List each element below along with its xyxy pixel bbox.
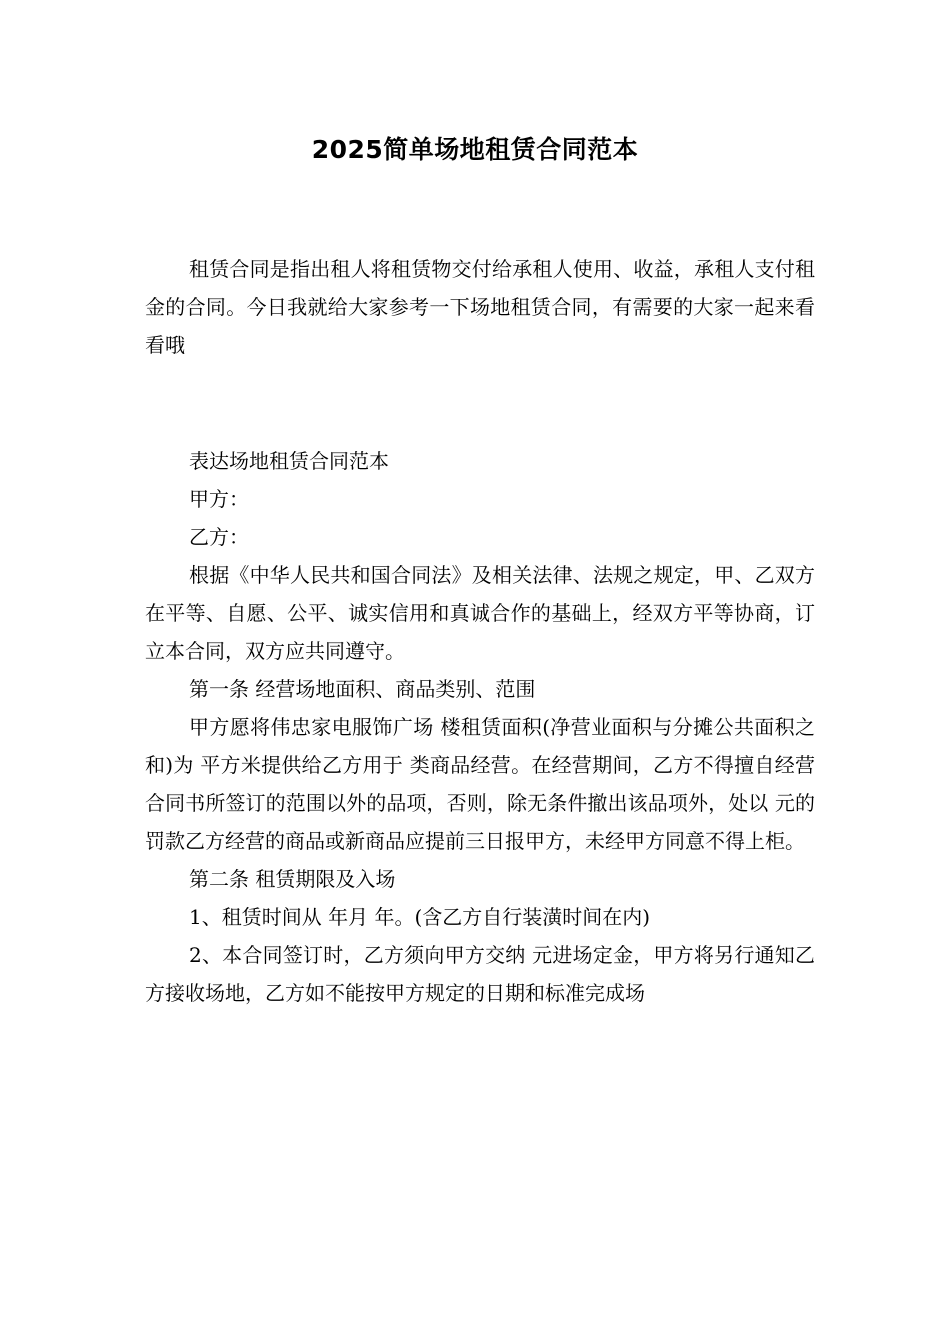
article-2-heading: 第二条 租赁期限及入场 <box>189 867 396 891</box>
document-title: 2025简单场地租赁合同范本 <box>311 135 639 164</box>
party-b-line: 乙方： <box>189 525 249 549</box>
intro-section <box>145 250 815 364</box>
contract-body <box>145 442 815 1012</box>
contract-heading: 表达场地租赁合同范本 <box>189 449 389 473</box>
article-2-clause-1: 1、租赁时间从 年月 年。(含乙方自行装潢时间在内) <box>189 905 651 929</box>
party-a-line: 甲方： <box>189 487 249 511</box>
article-1-heading: 第一条 经营场地面积、商品类别、范围 <box>189 677 536 701</box>
article-1-paragraph: 甲方愿将伟忠家电服饰广场 楼租赁面积(净营业面积与分摊公共面积之和)为 平方米提供给乙方用于 类商品经营。在经营期间，乙方不得擅自经营合同书所签订的范围以外的品项，否则，除无条件撤出该品项外，处以 元的罚款乙方经营的商品或新商品应提前三日报甲方，未经甲方同意不得上柜。 <box>145 715 815 853</box>
article-2-clause-2: 2、本合同签订时，乙方须向甲方交纳 元进场定金，甲方将另行通知乙方接收场地，乙方如不能按甲方规定的日期和标准完成场 <box>145 943 815 1005</box>
preamble-paragraph: 根据《中华人民共和国合同法》及相关法律、法规之规定，甲、乙双方在平等、自愿、公平、诚实信用和真诚合作的基础上，经双方平等协商，订立本合同，双方应共同遵守。 <box>145 563 815 663</box>
intro-paragraph: 租赁合同是指出租人将租赁物交付给承租人使用、收益，承租人支付租金的合同。今日我就给大家参考一下场地租赁合同，有需要的大家一起来看看哦 <box>145 257 815 357</box>
